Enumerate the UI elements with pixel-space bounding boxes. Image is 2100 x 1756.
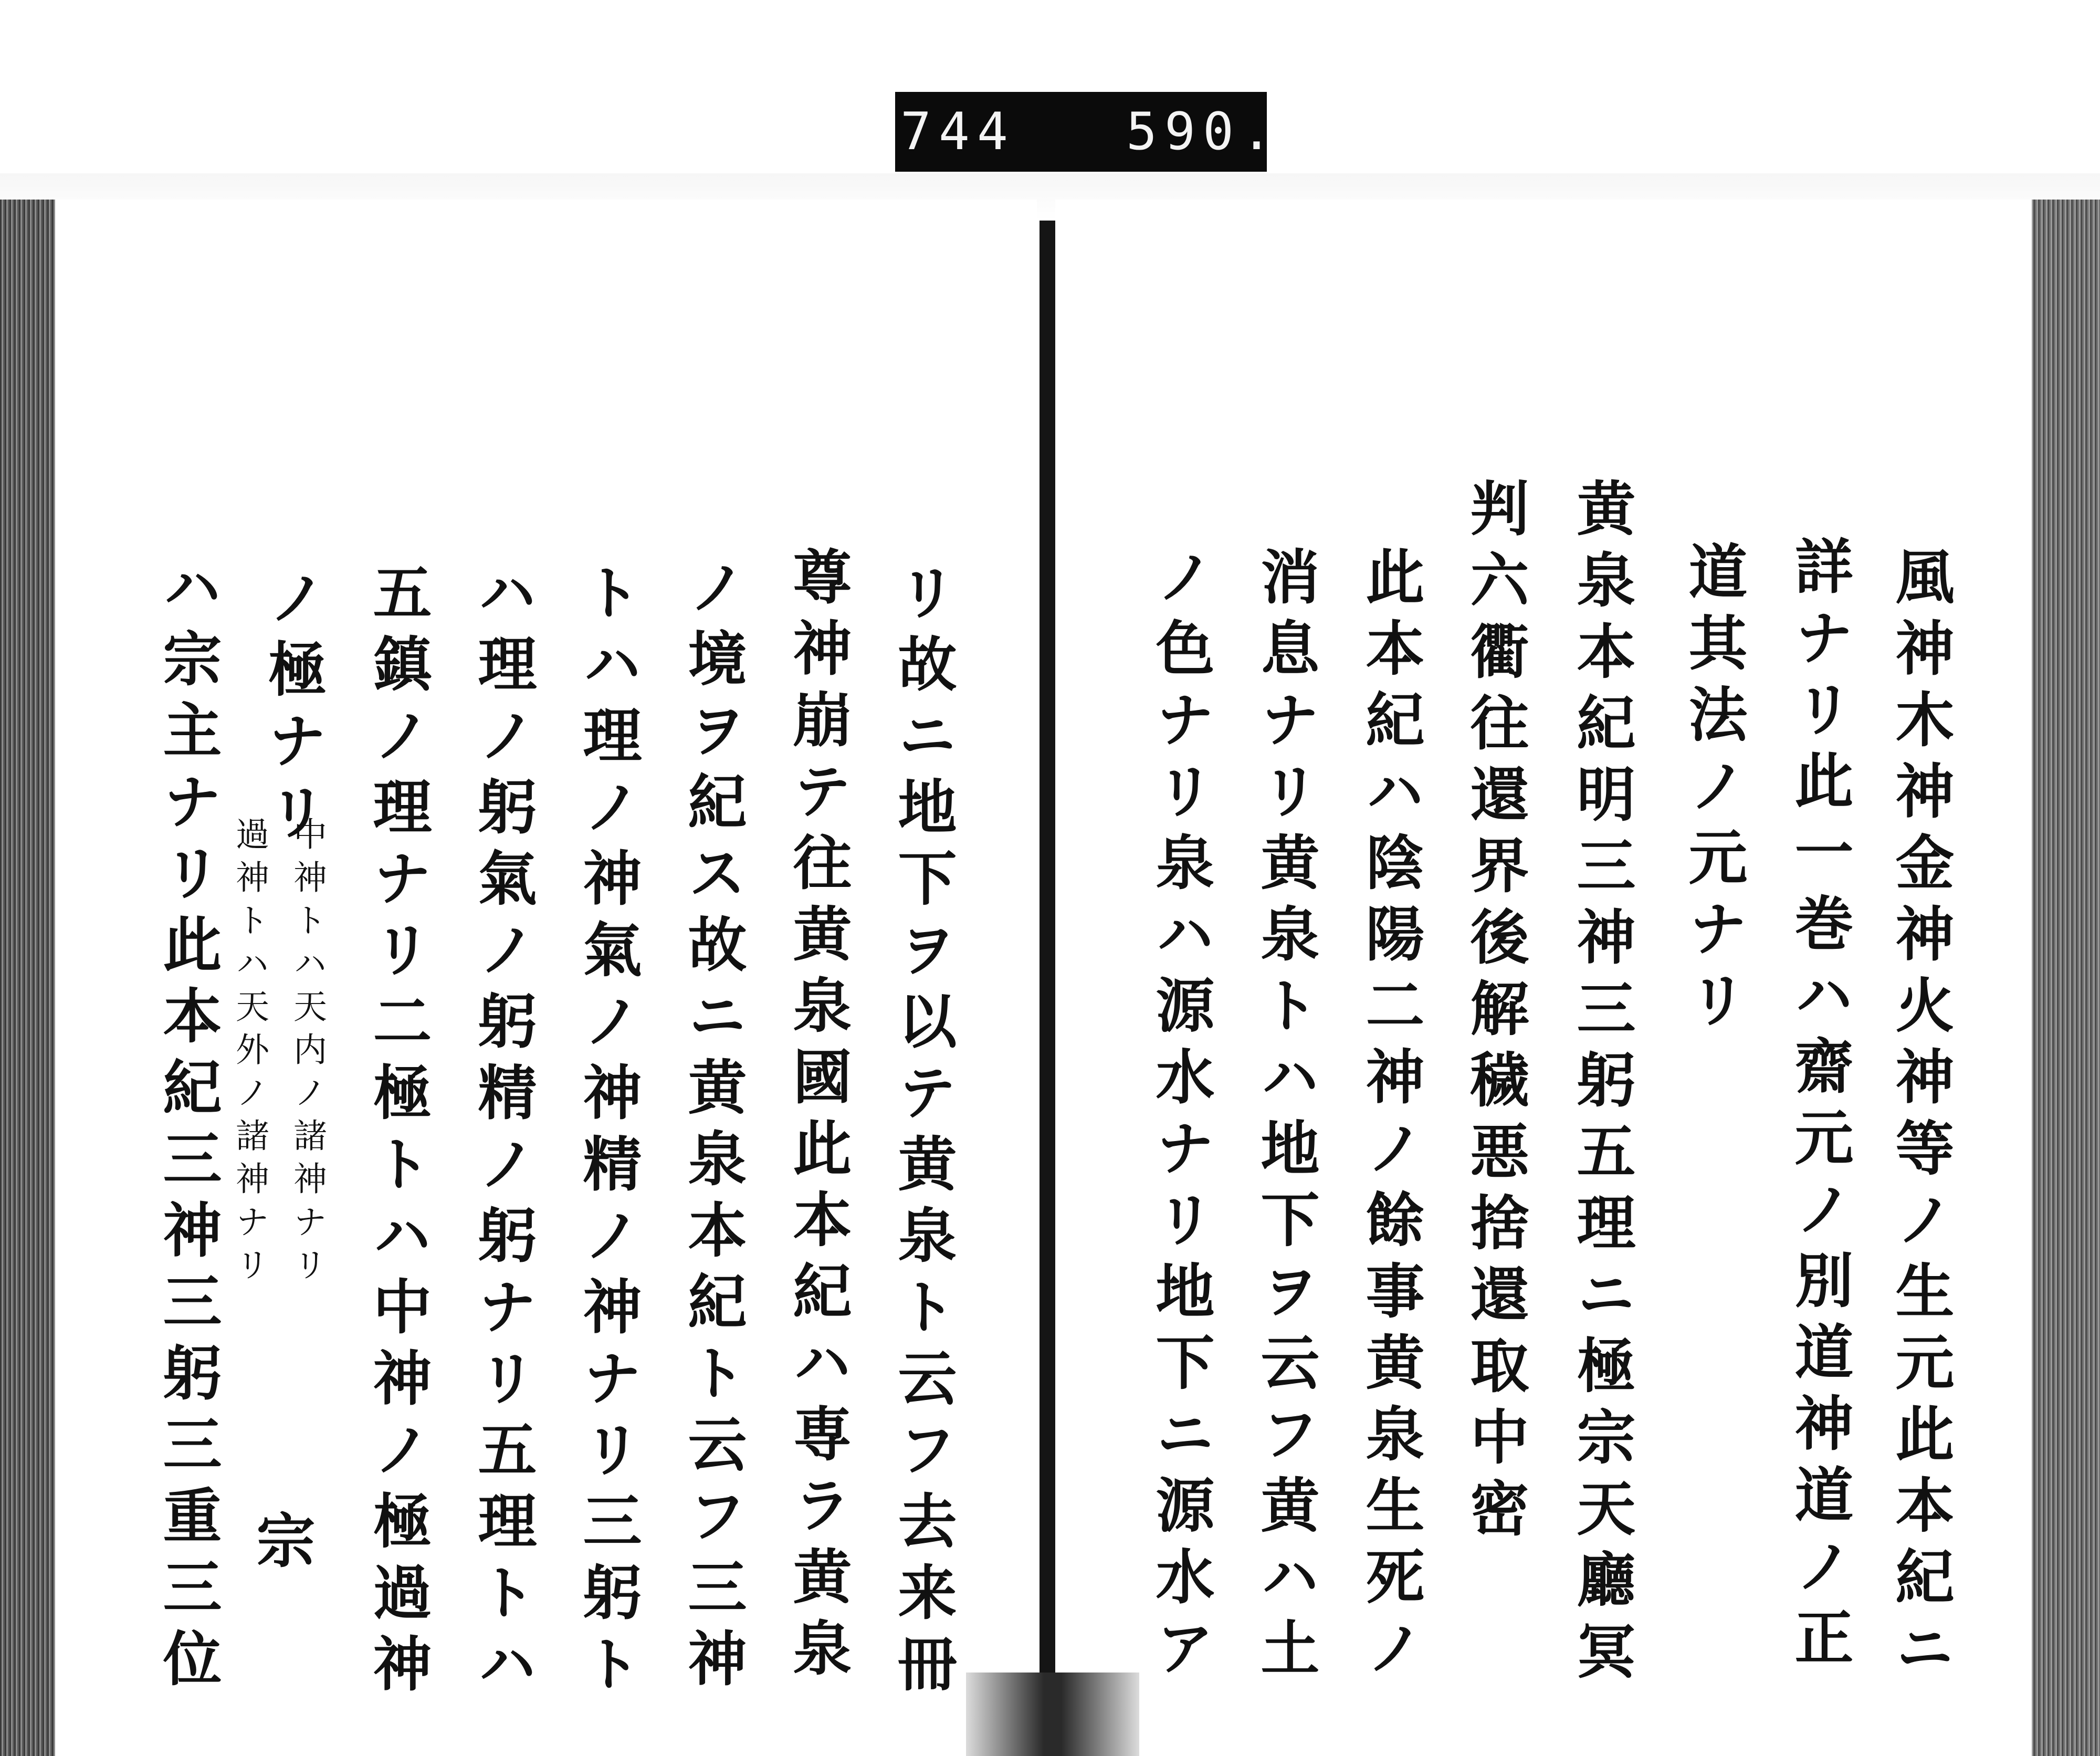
left-text-column-5: ハ理ノ躬氣ノ躬精ノ躬ナリ五理トハ	[468, 562, 537, 1705]
right-text-column-8: ノ色ナリ泉ハ源水ナリ地下ニ源水ア	[1146, 546, 1215, 1689]
page-number-label	[895, 92, 1280, 172]
right-text-column-5: 判六衢往還界後解穢悪捨還取中密	[1461, 478, 1529, 1549]
left-text-column-4: トハ理ノ神氣ノ神精ノ神ナリ三躬ト	[573, 562, 642, 1705]
right-page-edge	[2032, 200, 2100, 1756]
left-text-column-7: ノ極ナリ	[258, 567, 327, 853]
right-text-column-3: 道其法ノ元ナリ	[1679, 541, 1748, 1041]
label-right-number: 590.	[1126, 102, 1280, 162]
right-text-column-2: 詳ナリ此一巻ハ齋元ノ別道神道ノ正	[1785, 536, 1854, 1678]
left-text-column-1: リ故ニ地下ヲ以テ黄泉ト云フ去来冊	[888, 562, 957, 1705]
book-gutter	[1040, 221, 1055, 1756]
right-text-column-7: 消息ナリ黄泉トハ地下ヲ云フ黄ハ土	[1251, 546, 1320, 1689]
left-note-column-2: 過神トハ天外ノ諸神ナリ	[230, 817, 269, 1290]
left-note-tail: 宗	[247, 1510, 316, 1581]
label-left-number: 744	[900, 102, 1016, 162]
left-text-column-3: ノ境ヲ紀ス故ニ黄泉本紀ト云フ三神	[678, 557, 747, 1699]
left-page-edge	[0, 200, 55, 1756]
gutter-base	[966, 1673, 1139, 1756]
right-text-column-6: 此本紀ハ陰陽二神ノ餘事黄泉生死ノ	[1356, 546, 1425, 1689]
left-text-column-6: 五鎮ノ理ナリ二極トハ中神ノ極過神	[363, 562, 432, 1705]
left-text-column-2: 尊神崩テ往黄泉國此本紀ハ専ラ黄泉	[783, 546, 852, 1689]
right-text-column-4: 黄泉本紀明三神三躬五理ニ極宗天廳冥	[1567, 478, 1636, 1692]
right-text-column-1: 風神木神金神火神等ノ生元此本紀ニ	[1886, 546, 1955, 1689]
left-note-column-1: 中神トハ天内ノ諸神ナリ	[288, 817, 327, 1290]
left-text-column-8: ハ宗主ナリ此本紀三神三躬三重三位	[153, 557, 222, 1699]
